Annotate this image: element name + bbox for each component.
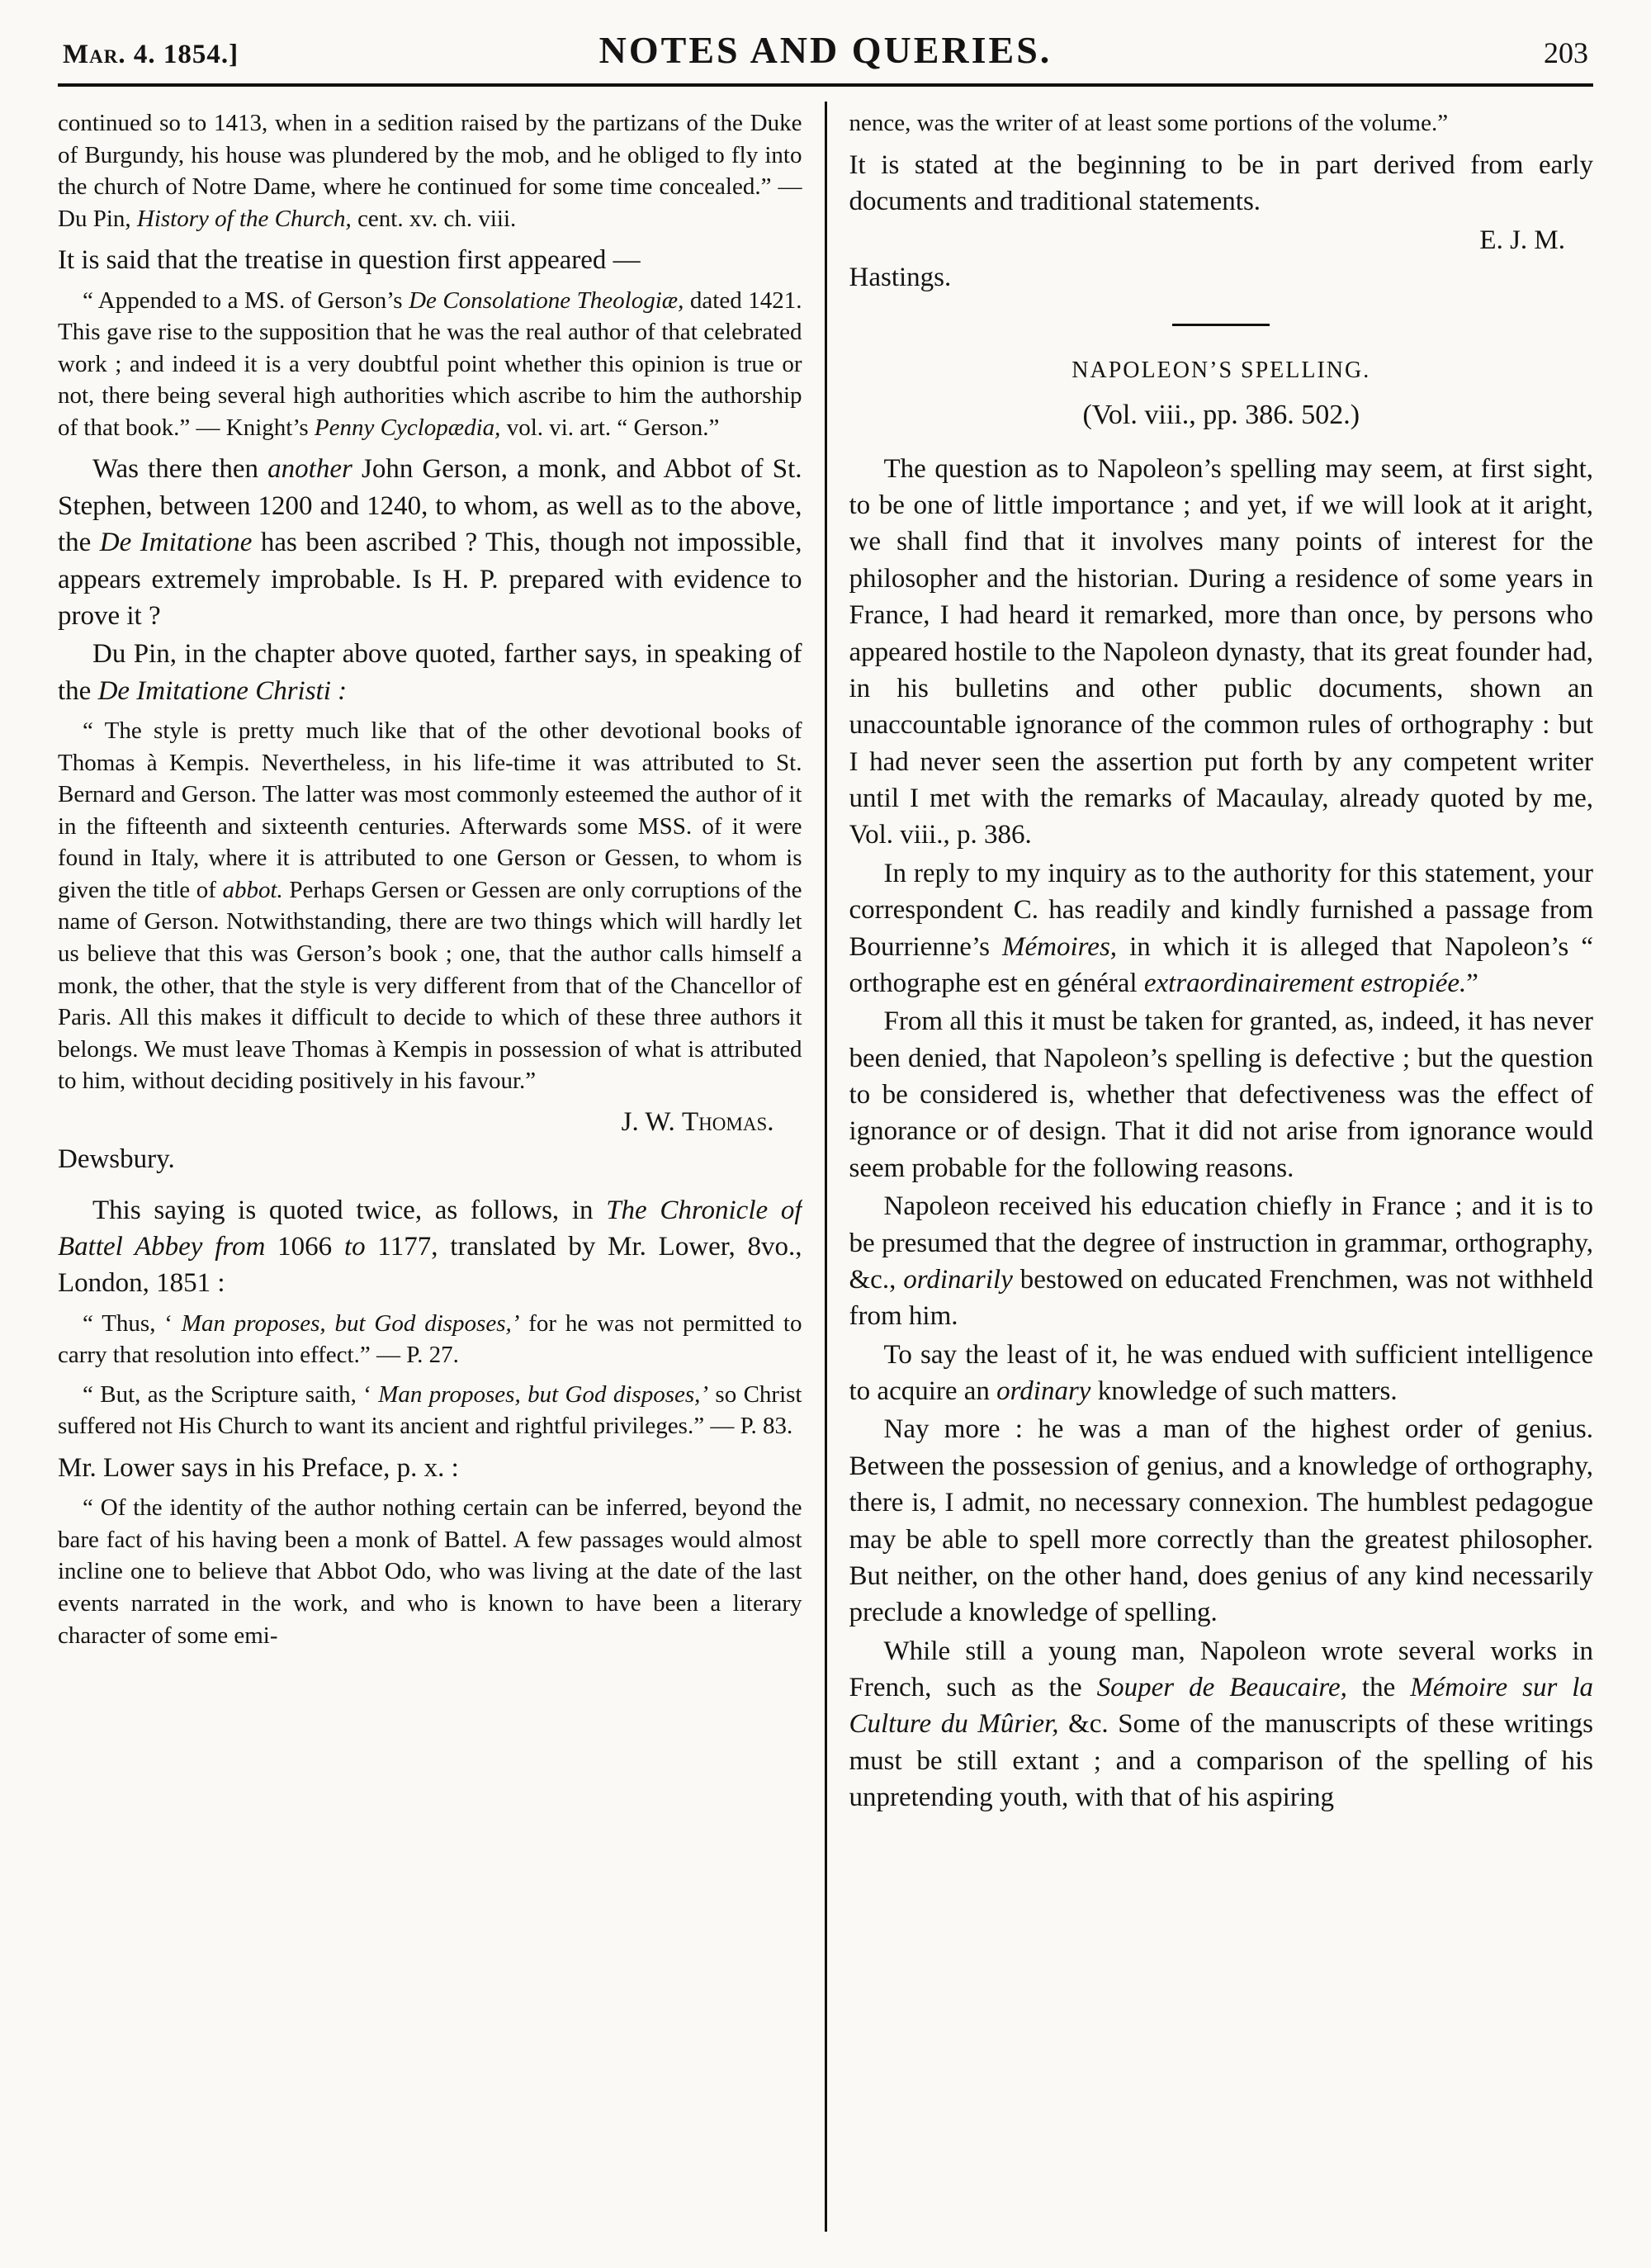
quote-block [58,1308,802,1371]
text-segment: Mémoire sur la Culture du Mûrier, [849,1673,1593,1740]
text-segment: Du Pin, in the chapter above quoted, farther says, in speaking of the [58,639,802,706]
paragraph [849,855,1594,1002]
text-segment: ” [1466,968,1478,998]
text-segment: vol. vi. art. “ Gerson.” [500,414,720,441]
text-segment: (Vol. viii., pp. 386. 502.) [1082,400,1360,431]
text-segment: De Imitatione [99,528,253,558]
column-divider-rule [825,102,827,2232]
text-segment: Hastings. [849,263,952,293]
text-segment: another [267,454,352,485]
text-segment: dated 1421. This gave rise to the supposition that he was the real author of that celebrated work ; and indeed it is a very doubtful point whether this opinion is true or not, there being several high authorities which ascribe to him the authorship of that book.” — Knight’s [58,286,802,441]
text-segment: The question as to Napoleon’s spelling may seem, at first sight, to be one of little importance ; and yet, if we will look at it aright, we shall find that it involves many points of interest for the philosopher and the historian. During a residence of some years in France, I had heard it remarked, more than once, by persons who appeared hostile to the Napoleon dynasty, that its great founder had, in his bulletins and other public documents, shown an unaccountable ignorance of the common rules of orthography : but I had never seen the assertion put forth by any competent writer until I met with the remarks of Macaulay, already quoted by me, Vol. viii., p. 386. [849,453,1593,850]
page-body [58,102,1593,2232]
text-segment: Souper de Beaucaire, [1096,1673,1347,1703]
text-segment: bestowed on educated Frenchmen, was not withheld from him. [849,1264,1593,1332]
quote-block [58,285,802,444]
text-segment: John Gerson, a monk, and Abbot of St. Stephen, between 1200 and 1240, to whom, as well as to the above, the [58,454,802,558]
text-segment: To say the least of it, he was endued with sufficient intelligence to acquire an [849,1339,1593,1407]
text-segment: “ Thus, ‘ [83,1309,182,1337]
text-segment: extraordinairement estropiée. [1143,968,1467,998]
text-segment: 1177, translated by Mr. Lower, 8vo., London, 1851 : [58,1231,802,1299]
text-segment: Dewsbury. [58,1143,175,1174]
text-segment: In reply to my inquiry as to the authority for this statement, your correspondent C. has readily and kindly furnished a passage from Bourrienne’s [849,858,1593,962]
text-segment: “ But, as the Scripture saith, ‘ [83,1380,379,1408]
text-segment: “ Of the identity of the author nothing certain can be inferred, beyond the bare fact of his having been a monk of Battel. A few passages would almost incline one to believe that Abbot Odo, who was living at the date of the last events narrated in the work, and who is known to have been a literary character of some emi- [58,1494,802,1649]
location [849,260,1594,296]
quote-block [58,107,802,234]
paragraph [849,1003,1594,1186]
quote-block [849,107,1594,140]
page-title: NOTES AND QUERIES. [598,29,1053,71]
paragraph [849,451,1594,854]
section-heading [849,356,1594,386]
text-segment: This saying is quoted twice, as follows, in [92,1195,607,1225]
text-segment: De Consolatione Theologiæ, [409,286,684,314]
text-segment: Napoleon received his education chiefly in France ; and it is to be presumed that the degree of instruction in grammar, orthography, &c., [849,1191,1593,1295]
header-rule [58,83,1593,87]
section-divider-rule [1172,324,1270,326]
text-segment: While still a young man, Napoleon wrote several works in French, such as the [849,1636,1593,1703]
text-segment: continued so to 1413, when in a sedition raised by the partizans of the Duke of Burgundy, his house was plundered by the mob, and he obliged to fly into the church of Notre Dame, where he continued for some time concealed.” — Du Pin, [58,110,802,232]
page-header [58,28,1593,72]
section-subheading [849,397,1594,433]
paragraph [58,242,802,278]
text-segment: NAPOLEON’S SPELLING. [1071,357,1371,384]
text-segment: knowledge of such matters. [1090,1376,1398,1407]
quote-block [58,1492,802,1651]
text-segment: &c. Some of the manuscripts of these writings must be still extant ; and a comparison of the spelling of his unpretending youth, with that of his aspiring [849,1709,1593,1813]
text-segment: Man proposes, but God disposes,’ [378,1380,709,1408]
paragraph [849,1633,1594,1816]
paragraph [849,1337,1594,1410]
text-segment: History of the Church, [136,205,352,232]
header-date: Mar. 4. 1854.] [63,40,239,69]
text-segment: nence, was the writer of at least some portions of the volume.” [849,110,1449,136]
text-segment: Thomas. [682,1106,774,1137]
text-segment: abbot. [222,876,283,903]
text-segment: has been ascribed ? This, though not impossible, appears extremely improbable. Is H. P. prepared with evidence to prove it ? [58,528,802,631]
text-segment: the [1346,1673,1411,1703]
text-segment: Mémoires, [1002,931,1118,962]
text-segment: “ Appended to a MS. of Gerson’s [83,286,409,314]
signature [58,1105,802,1140]
text-segment: Mr. Lower says in his Preface, p. x. : [58,1452,459,1483]
text-segment: cent. xv. ch. viii. [351,205,517,232]
text-segment: Was there then [92,454,268,485]
paragraph [849,147,1594,220]
text-segment: so Christ suffered not His Church to want its ancient and rightful privileges.” — P. 83. [58,1380,802,1440]
paragraph [58,1450,802,1486]
text-segment: It is stated at the beginning to be in part derived from early documents and traditional statements. [849,149,1593,216]
text-segment: ordinarily [903,1264,1013,1295]
text-segment: Perhaps Gersen or Gessen are only corruptions of the name of Gerson. Notwithstanding, there are two things which will hardly let us believe that this was Gerson’s book ; one, that the author calls himself a monk, the other, that the style is very different from that of the Chancellor of Paris. All this makes it difficult to decide to which of these three authors it belongs. We must leave Thomas à Kempis in possession of what is attributed to him, without deciding positively in his favour.” [58,876,802,1095]
text-segment: J. W. [621,1106,683,1137]
text-segment: to [343,1231,366,1262]
text-segment: It is said that the treatise in question first appeared — [58,245,641,276]
left-column [58,102,802,2232]
text-segment: for he was not permitted to carry that resolution into effect.” — P. 27. [58,1309,802,1369]
quote-block [58,1379,802,1442]
paragraph [849,1188,1594,1335]
paragraph [58,451,802,634]
text-segment: Man proposes, but God disposes,’ [181,1309,520,1337]
location [58,1142,802,1177]
text-segment: in which it is alleged that Napoleon’s “ orthographe est en général [849,931,1593,998]
text-segment: ordinary [996,1376,1091,1407]
paragraph [58,636,802,709]
text-segment: The Chronicle of Battel Abbey from [58,1195,802,1262]
paragraph [58,1192,802,1302]
text-segment: E. J. M. [1479,225,1565,256]
text-segment: Nay more : he was a man of the highest order of genius. Between the possession of genius, and a knowledge of orthography, there is, I admit, no necessary connexion. The humblest pedagogue may be able to spell more correctly than the greatest philosopher. But neither, on the other hand, does genius of any kind necessarily preclude a knowledge of spelling. [849,1414,1593,1628]
text-segment: De Imitatione Christi : [97,675,348,706]
signature [849,223,1594,258]
text-segment: Penny Cyclopædia, [314,414,501,441]
page-number: 203 [1544,36,1588,69]
text-segment: “ The style is pretty much like that of the other devotional books of Thomas à Kempis. Nevertheless, in his life-time it was attributed to St. Bernard and Gerson. The latter was most commonly esteemed the author of it in the fifteenth and sixteenth centuries. Afterwards some MSS. of it were found in Italy, where it is attributed to one Gerson or Gessen, to whom is given the title of [58,717,802,903]
quote-block [58,715,802,1097]
text-segment: 1066 [265,1231,344,1262]
text-segment: From all this it must be taken for granted, as, indeed, it has never been denied, that Napoleon’s spelling is defective ; but the question to be considered is, whether that defectiveness was the effect of ignorance or of design. That it did not arise from ignorance would seem probable for the following reasons. [849,1006,1593,1183]
paragraph [849,1411,1594,1631]
right-column [849,102,1594,2232]
